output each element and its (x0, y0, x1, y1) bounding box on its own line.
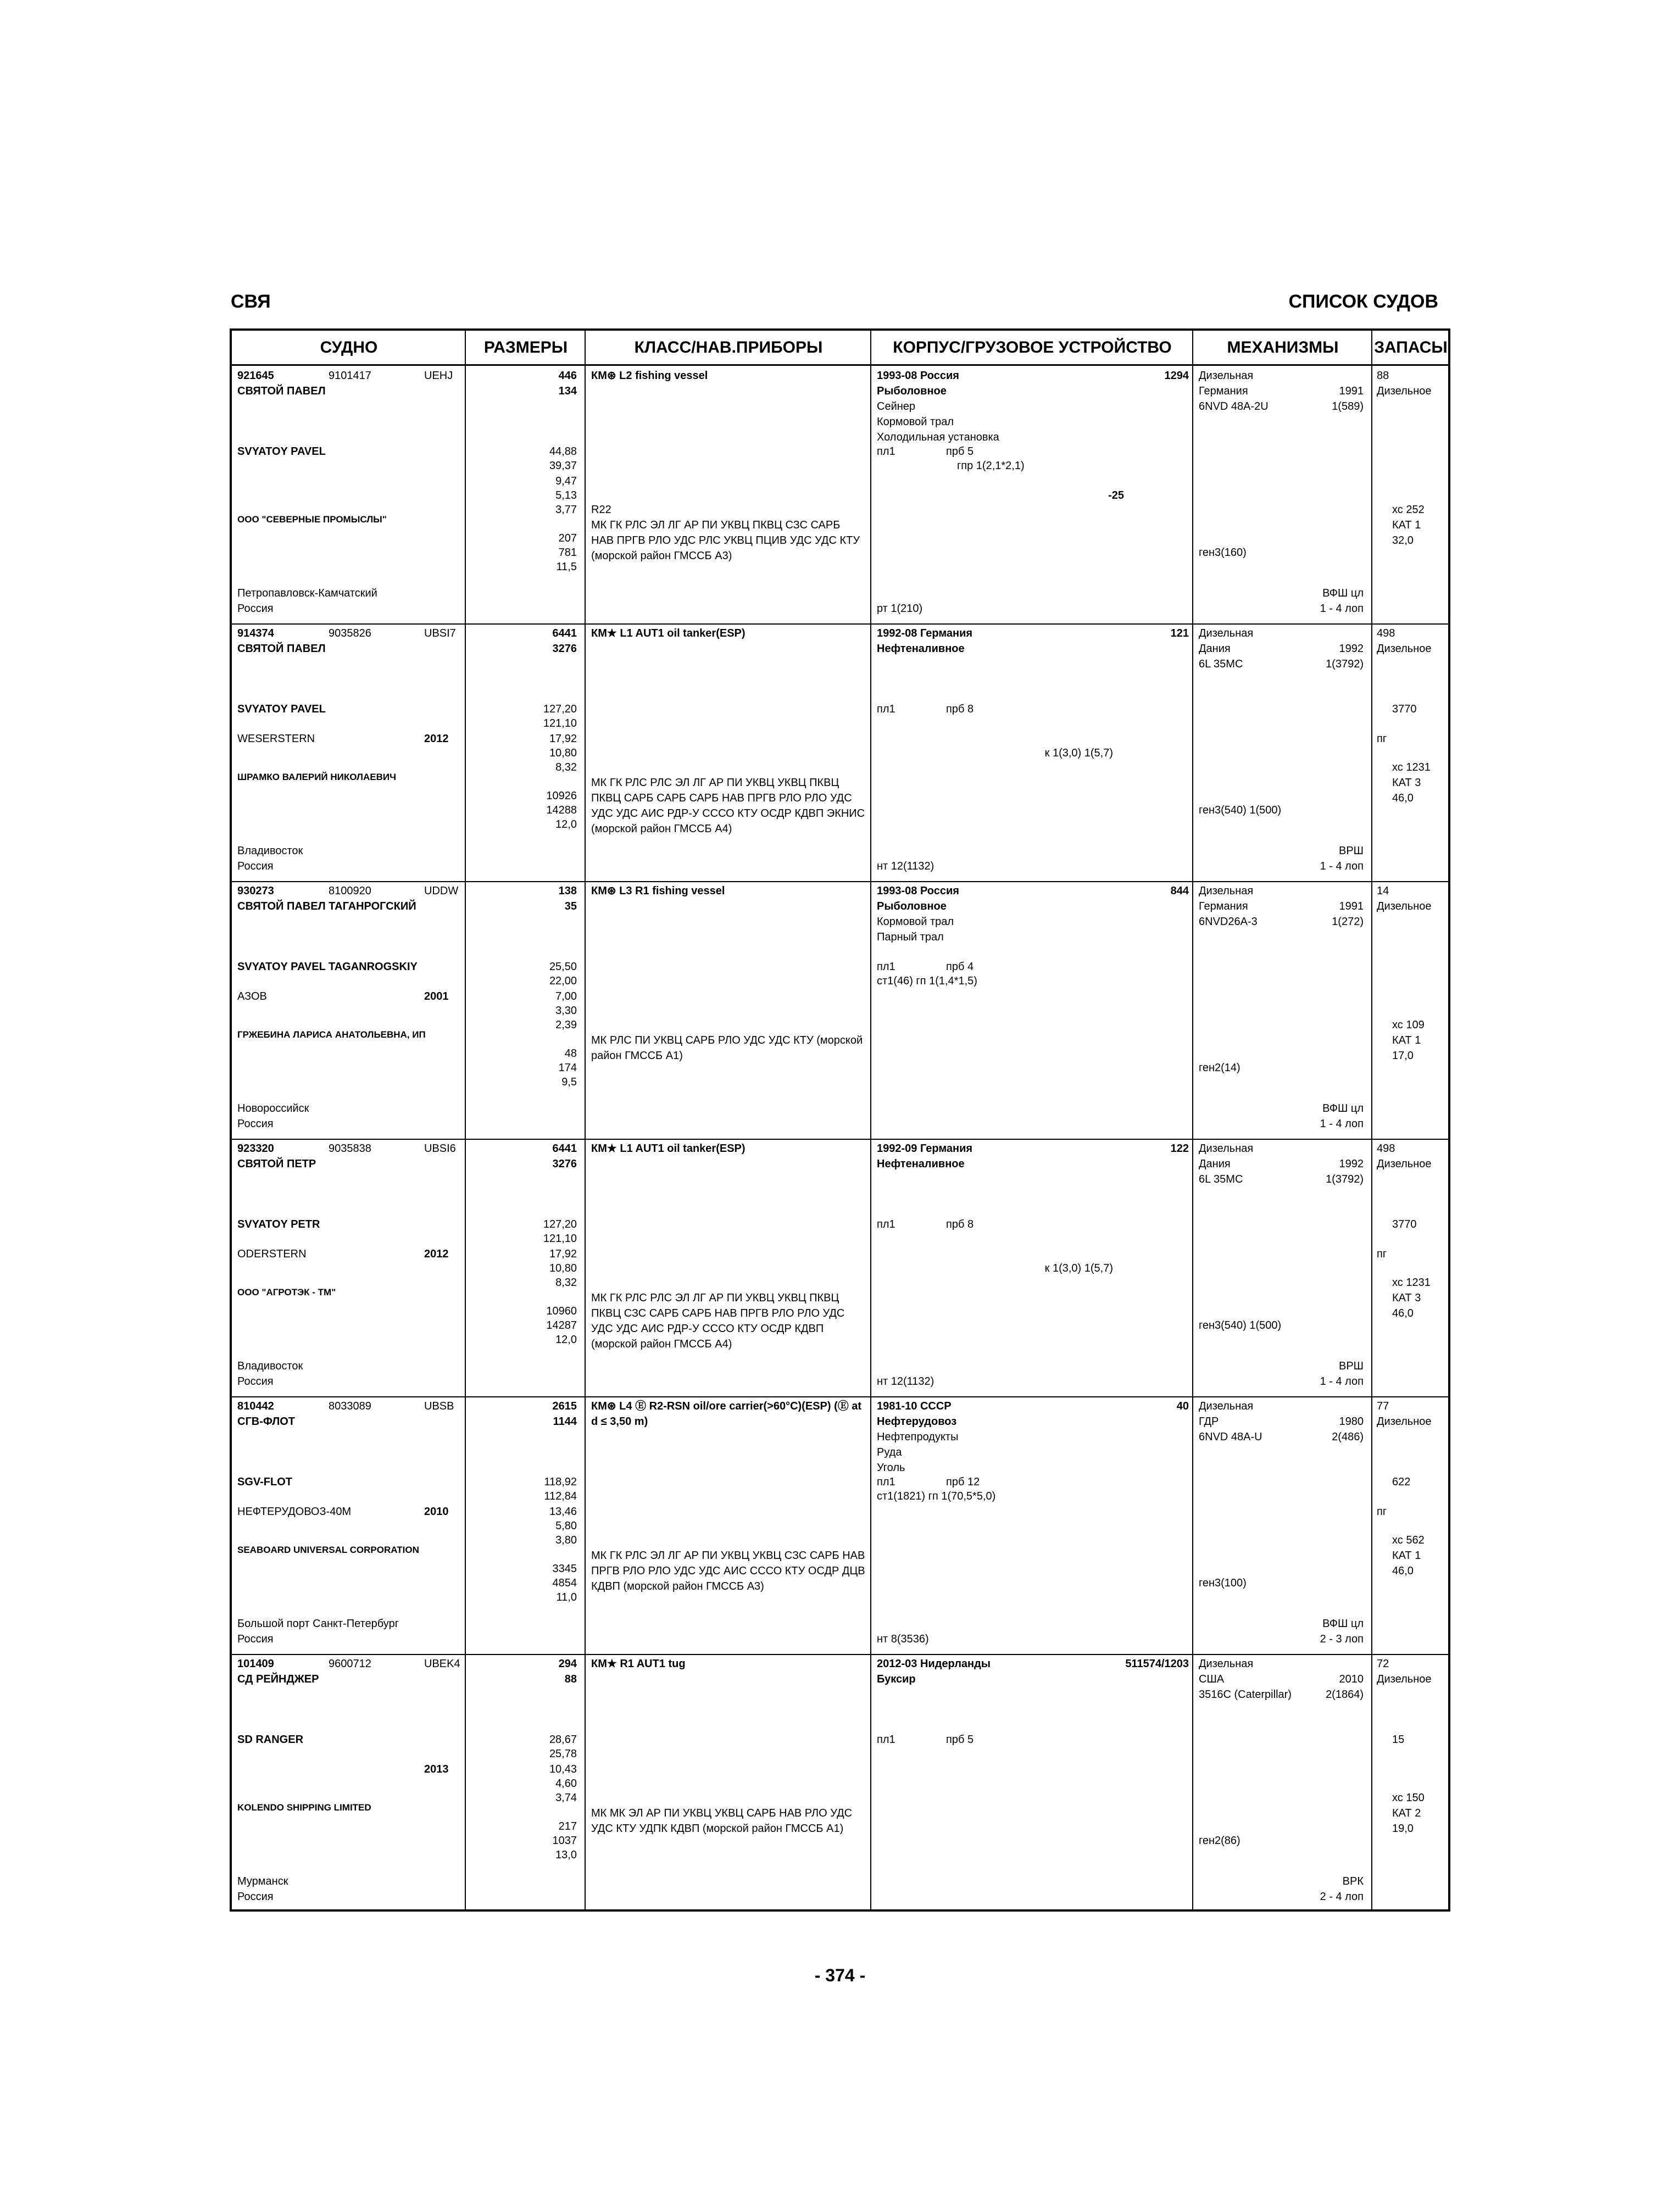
refrigeration: хс 150 (1392, 1792, 1425, 1804)
dimension-value: 7,00 (555, 990, 577, 1002)
hull-extra: к 1(3,0) 1(5,7) (1044, 1262, 1113, 1274)
engine-type: Дизельная (1199, 627, 1254, 639)
propeller-blades: 1 - 4 лоп (1320, 1118, 1364, 1130)
dimension-value: 17,92 (549, 1248, 577, 1260)
vessel-name-en: SVYATOY PAVEL TAGANROGSKIY (237, 961, 418, 973)
propeller-blades: 2 - 3 лоп (1320, 1633, 1364, 1645)
propeller: ВРШ (1338, 845, 1364, 857)
supply-top: 72 (1377, 1658, 1389, 1670)
col-header-supplies: ЗАПАСЫ (1372, 331, 1449, 366)
build-year-country: 2012-03 Нидерланды (877, 1658, 991, 1670)
reg-number: 923320 (237, 1143, 274, 1155)
build-year-country: 1993-08 Россия (877, 370, 959, 382)
home-port: Петропавловск-Камчатский (237, 587, 377, 599)
hull-number: 1294 (1164, 370, 1189, 382)
reg-number: 930273 (237, 885, 274, 897)
dimension-value: 5,80 (555, 1520, 577, 1532)
class-notation: КМ⊛ L2 fishing vessel (591, 370, 708, 382)
engine-power: 1(272) (1332, 916, 1364, 928)
dimension-value: 12,0 (555, 1334, 577, 1346)
engine-power: 2(486) (1332, 1431, 1364, 1443)
imo-number: 9101417 (329, 370, 371, 382)
engine-country: Дания (1199, 1158, 1231, 1170)
former-name: НЕФТЕРУДОВОЗ-40М (237, 1506, 352, 1518)
dimension-value: 8,32 (555, 1277, 577, 1289)
dimension-value: 17,92 (549, 733, 577, 745)
page-heading: СПИСОК СУДОВ (1288, 291, 1438, 312)
flag-country: Россия (237, 603, 274, 615)
reg-number: 921645 (237, 370, 274, 382)
hull-line: Нефтеналивное (877, 643, 965, 655)
imo-number: 8033089 (329, 1400, 371, 1412)
vessel-name-ru: СВЯТОЙ ПАВЕЛ (237, 643, 326, 655)
nav-equipment: МК ГК РЛС РЛС ЭЛ ЛГ АР ПИ УКВЦ УКВЦ ПКВЦ ПКВЦ САРБ САРБ САРБ НАВ ПРГВ РЛО РЛО УДС УДС УДС АИС РДР-У СССО КТУ ОСДР КДВП ЭКНИС (морской район ГМССБ А4) (591, 777, 865, 835)
owner: ООО "СЕВЕРНЫЕ ПРОМЫСЛЫ" (237, 514, 387, 525)
propeller: ВФШ цл (1322, 1618, 1364, 1630)
dimension-value: 121,10 (543, 1233, 577, 1245)
former-name: АЗОВ (237, 990, 267, 1002)
supply-value: 32,0 (1392, 534, 1414, 547)
engine-model: 6NVD26A-3 (1199, 916, 1258, 928)
deck-count: пл1 (877, 961, 895, 973)
hull-number: 511574/1203 (1125, 1658, 1189, 1670)
dimension-value: 14287 (546, 1319, 577, 1332)
generators: ген2(14) (1199, 1062, 1240, 1074)
dimension-value: 25,50 (549, 961, 577, 973)
refrigeration: хс 1231 (1392, 1277, 1431, 1289)
owner: KOLENDO SHIPPING LIMITED (237, 1802, 371, 1813)
engine-power: 1(3792) (1326, 1173, 1364, 1185)
engine-type: Дизельная (1199, 1400, 1254, 1412)
imo-number: 8100920 (329, 885, 371, 897)
engine-year: 1992 (1339, 643, 1364, 655)
engine-country: Германия (1199, 900, 1248, 912)
refrigeration: хс 1231 (1392, 761, 1431, 773)
build-year-country: 1992-08 Германия (877, 627, 973, 639)
former-name-year: 2001 (424, 990, 449, 1002)
call-sign: UEHJ (424, 370, 453, 382)
propeller-blades: 1 - 4 лоп (1320, 603, 1364, 615)
engine-model: 6NVD 48A-2U (1199, 400, 1269, 413)
dimension-value: 118,92 (544, 1476, 577, 1488)
dimension-value: 134 (558, 385, 577, 397)
dimension-value: 207 (558, 532, 577, 544)
class-notation: КМ⊛ L4 Ⓔ R2-RSN oil/ore carrier(>60°C)(ESP) (Ⓔ at d ≤ 3,50 m) (591, 1400, 862, 1428)
flag-country: Россия (237, 1891, 274, 1903)
hull-line: Буксир (877, 1673, 916, 1685)
propeller: ВРК (1342, 1875, 1364, 1887)
hull-line: Кормовой трал (877, 416, 954, 428)
hull-line: Уголь (877, 1462, 905, 1474)
nav-equipment: МК ГК РЛС РЛС ЭЛ ЛГ АР ПИ УКВЦ УКВЦ ПКВЦ ПКВЦ СЗС САРБ САРБ НАВ ПРГВ РЛО РЛО УДС УДС УДС АИС РДР-У СССО КТУ ОСДР КДВП (морской район ГМССБ А4) (591, 1292, 845, 1350)
dimension-value: 10,80 (549, 1262, 577, 1274)
hull-line: Рыболовное (877, 385, 947, 397)
flag-country: Россия (237, 860, 274, 872)
class-notation: КМ★ L1 AUT1 oil tanker(ESP) (591, 627, 746, 639)
dimension-value: 4,60 (555, 1778, 577, 1790)
class-notation: КМ★ R1 AUT1 tug (591, 1658, 686, 1670)
fuel-capacity: 622 (1392, 1476, 1411, 1488)
dimension-value: 3276 (552, 1158, 577, 1170)
propeller-blades: 1 - 4 лоп (1320, 1375, 1364, 1388)
dimension-value: 8,32 (555, 761, 577, 773)
dimension-value: 174 (558, 1062, 577, 1074)
dimension-value: 10960 (546, 1305, 577, 1317)
nav-equipment: МК ГК РЛС ЭЛ ЛГ АР ПИ УКВЦ УКВЦ СЗС САРБ НАВ ПРГВ РЛО РЛО УДС УДС АИС СССО КТУ ОСДР ДЦВ КДВП (морской район ГМССБ А3) (591, 1550, 865, 1592)
build-year-country: 1981-10 СССР (877, 1400, 952, 1412)
call-sign: UBSB (424, 1400, 454, 1412)
fuel-type: Дизельное (1377, 900, 1432, 912)
build-year-country: 1992-09 Германия (877, 1143, 973, 1155)
col-header-hull: КОРПУС/ГРУЗОВОЕ УСТРОЙСТВО (871, 331, 1193, 366)
engine-model: 3516C (Caterpillar) (1199, 1689, 1292, 1701)
dimension-value: 22,00 (549, 975, 577, 987)
engine-country: ГДР (1199, 1416, 1219, 1428)
category: КАТ 1 (1392, 1550, 1421, 1562)
refrigeration: хс 252 (1392, 504, 1425, 516)
home-port: Владивосток (237, 1360, 303, 1372)
flag-country: Россия (237, 1633, 274, 1645)
hull-line: Сейнер (877, 400, 916, 413)
class-reference: R22 (591, 504, 611, 516)
engine-year: 1992 (1339, 1158, 1364, 1170)
reg-number: 810442 (237, 1400, 274, 1412)
engine-year: 1980 (1339, 1416, 1364, 1428)
tanks: нт 8(3536) (877, 1633, 929, 1645)
dimension-value: 138 (558, 885, 577, 897)
hull-number: 40 (1176, 1400, 1189, 1412)
supply-value: 46,0 (1392, 1565, 1414, 1577)
class-notation: КМ⊛ L3 R1 fishing vessel (591, 885, 725, 897)
hull-number: 844 (1170, 885, 1189, 897)
supply-top: 77 (1377, 1400, 1389, 1412)
hull-line: Руда (877, 1446, 902, 1458)
propeller: ВРШ (1338, 1360, 1364, 1372)
flag-country: Россия (237, 1118, 274, 1130)
former-name: ODERSTERN (237, 1248, 307, 1260)
vessel-name-ru: СД РЕЙНДЖЕР (237, 1673, 319, 1685)
dimension-value: 12,0 (555, 818, 577, 831)
fuel-capacity: 15 (1392, 1734, 1405, 1746)
bulkheads: прб 12 (946, 1476, 980, 1488)
engine-type: Дизельная (1199, 885, 1254, 897)
record-divider (232, 623, 1448, 625)
dimension-value: 1037 (552, 1835, 577, 1847)
dimension-value: 127,20 (543, 1218, 577, 1230)
col-header-class: КЛАСС/НАВ.ПРИБОРЫ (586, 331, 871, 366)
call-sign: UBSI7 (424, 627, 456, 639)
vessel-name-en: SVYATOY PAVEL (237, 445, 326, 458)
call-sign: UBEK4 (424, 1658, 460, 1670)
tanks: нт 12(1132) (877, 1375, 934, 1388)
dimension-value: 44,88 (549, 445, 577, 458)
bulkheads: прб 8 (946, 703, 974, 715)
dimension-value: 781 (558, 547, 577, 559)
bulkheads: прб 5 (946, 445, 974, 458)
dimension-value: 217 (558, 1820, 577, 1832)
dimension-value: 3276 (552, 643, 577, 655)
supply-top: 14 (1377, 885, 1389, 897)
bulkheads: прб 8 (946, 1218, 974, 1230)
supply-value: 46,0 (1392, 792, 1414, 804)
former-name: WESERSTERN (237, 733, 315, 745)
record-divider (232, 1396, 1448, 1397)
category: КАТ 1 (1392, 1034, 1421, 1046)
deck-count: пл1 (877, 1218, 895, 1230)
record-divider (232, 881, 1448, 882)
engine-type: Дизельная (1199, 370, 1254, 382)
propeller-blades: 1 - 4 лоп (1320, 860, 1364, 872)
dimension-value: 35 (564, 900, 577, 912)
hull-number: 122 (1170, 1143, 1189, 1155)
dimension-value: 6441 (552, 627, 577, 639)
dimension-value: 121,10 (543, 717, 577, 729)
dimension-value: 25,78 (549, 1748, 577, 1760)
supply-value: 19,0 (1392, 1823, 1414, 1835)
engine-power: 1(3792) (1326, 658, 1364, 670)
dimension-value: 4854 (552, 1577, 577, 1589)
engine-type: Дизельная (1199, 1143, 1254, 1155)
dimension-value: 10,43 (549, 1763, 577, 1775)
category: КАТ 1 (1392, 519, 1421, 531)
hull-extra: -25 (1108, 489, 1124, 502)
engine-country: Дания (1199, 643, 1231, 655)
fuel-type: Дизельное (1377, 1158, 1432, 1170)
record-divider (232, 1139, 1448, 1140)
fuel-capacity: 3770 (1392, 703, 1417, 715)
dimension-value: 3,80 (555, 1534, 577, 1546)
dimension-value: 112,84 (544, 1490, 577, 1502)
refrigeration: хс 109 (1392, 1019, 1425, 1031)
engine-year: 1991 (1339, 385, 1364, 397)
hull-line: Холодильная установка (877, 431, 999, 443)
owner: SEABOARD UNIVERSAL CORPORATION (237, 1545, 419, 1555)
dimension-value: 2,39 (555, 1019, 577, 1031)
vessel-record (232, 1139, 1448, 1397)
engine-year: 1991 (1339, 900, 1364, 912)
bulkheads: прб 4 (946, 961, 974, 973)
generators: ген3(100) (1199, 1577, 1247, 1589)
engine-model: 6L 35MC (1199, 1173, 1243, 1185)
dimension-value: 10,80 (549, 747, 577, 759)
vessel-name-en: SGV-FLOT (237, 1476, 292, 1488)
vessel-name-en: SVYATOY PAVEL (237, 703, 326, 715)
former-name-year: 2013 (424, 1763, 449, 1775)
dimension-value: 11,0 (556, 1591, 577, 1603)
dimension-value: 9,5 (561, 1076, 577, 1088)
supply-pg: пг (1377, 733, 1387, 745)
home-port: Новороссийск (237, 1102, 309, 1115)
hull-extra: к 1(3,0) 1(5,7) (1044, 747, 1113, 759)
dimension-value: 2615 (552, 1400, 577, 1412)
engine-year: 2010 (1339, 1673, 1364, 1685)
category: КАТ 2 (1392, 1807, 1421, 1819)
call-sign: UDDW (424, 885, 459, 897)
owner: ШРАМКО ВАЛЕРИЙ НИКОЛАЕВИЧ (237, 772, 397, 782)
hull-line: Рыболовное (877, 900, 947, 912)
vessel-name-ru: СВЯТОЙ ПАВЕЛ ТАГАНРОГСКИЙ (237, 900, 416, 912)
call-sign: UBSI6 (424, 1143, 456, 1155)
fuel-type: Дизельное (1377, 643, 1432, 655)
hull-number: 121 (1170, 627, 1189, 639)
supply-value: 46,0 (1392, 1307, 1414, 1319)
col-header-vessel: СУДНО (232, 331, 466, 366)
build-year-country: 1993-08 Россия (877, 885, 959, 897)
page-number: - 374 - (814, 1965, 866, 1985)
former-name-year: 2012 (424, 1248, 449, 1260)
section-code: СВЯ (231, 291, 271, 312)
vessel-record (232, 366, 1448, 624)
engine-power: 2(1864) (1326, 1689, 1364, 1701)
reg-number: 914374 (237, 627, 274, 639)
deck-count: пл1 (877, 703, 895, 715)
imo-number: 9035838 (329, 1143, 371, 1155)
generators: ген3(160) (1199, 547, 1247, 559)
propeller: ВФШ цл (1322, 587, 1364, 599)
deck-count: пл1 (877, 1734, 895, 1746)
vessel-name-en: SD RANGER (237, 1734, 304, 1746)
dimension-value: 127,20 (543, 703, 577, 715)
generators: ген2(86) (1199, 1835, 1240, 1847)
dimension-value: 13,0 (555, 1849, 577, 1861)
generators: ген3(540) 1(500) (1199, 1319, 1282, 1332)
dimension-value: 5,13 (555, 489, 577, 502)
generators: ген3(540) 1(500) (1199, 804, 1282, 816)
engine-power: 1(589) (1332, 400, 1364, 413)
dimension-value: 446 (558, 370, 577, 382)
dimension-value: 6441 (552, 1143, 577, 1155)
tanks: нт 12(1132) (877, 860, 934, 872)
owner: ООО "АГРОТЭК - ТМ" (237, 1287, 336, 1297)
dimension-value: 39,37 (549, 460, 577, 472)
dimension-value: 3,74 (555, 1792, 577, 1804)
category: КАТ 3 (1392, 1292, 1421, 1304)
vessel-name-ru: СГВ-ФЛОТ (237, 1416, 295, 1428)
dimension-value: 13,46 (549, 1506, 577, 1518)
nav-equipment: МК ГК РЛС ЭЛ ЛГ АР ПИ УКВЦ ПКВЦ СЗС САРБ НАВ ПРГВ РЛО УДС РЛС УКВЦ ПЦИВ УДС УДС КТУ (морской район ГМССБ А3) (591, 519, 860, 562)
vessel-record (232, 1396, 1448, 1654)
fuel-type: Дизельное (1377, 385, 1432, 397)
supply-top: 498 (1377, 1143, 1395, 1155)
deck-count: пл1 (877, 1476, 895, 1488)
dimension-value: 88 (564, 1673, 577, 1685)
owner: ГРЖЕБИНА ЛАРИСА АНАТОЛЬЕВНА, ИП (237, 1029, 426, 1040)
former-name-year: 2012 (424, 733, 449, 745)
class-notation: КМ★ L1 AUT1 oil tanker(ESP) (591, 1143, 746, 1155)
supply-top: 88 (1377, 370, 1389, 382)
fuel-type: Дизельное (1377, 1673, 1432, 1685)
dimension-value: 14288 (546, 804, 577, 816)
fuel-capacity: 3770 (1392, 1218, 1417, 1230)
fuel-type: Дизельное (1377, 1416, 1432, 1428)
engine-country: США (1199, 1673, 1225, 1685)
home-port: Владивосток (237, 845, 303, 857)
nav-equipment: МК РЛС ПИ УКВЦ САРБ РЛО УДС УДС КТУ (морской район ГМССБ А1) (591, 1034, 863, 1062)
col-header-dimensions: РАЗМЕРЫ (466, 331, 586, 366)
hull-line: Парный трал (877, 931, 944, 943)
engine-type: Дизельная (1199, 1658, 1254, 1670)
dimension-value: 10926 (546, 790, 577, 802)
dimension-value: 294 (558, 1658, 577, 1670)
flag-country: Россия (237, 1375, 274, 1388)
propeller-blades: 2 - 4 лоп (1320, 1891, 1364, 1903)
dimension-value: 48 (564, 1048, 577, 1060)
imo-number: 9035826 (329, 627, 371, 639)
deck-count: пл1 (877, 445, 895, 458)
bulkheads: прб 5 (946, 1734, 974, 1746)
hull-line: Нефтерудовоз (877, 1416, 957, 1428)
former-name-year: 2010 (424, 1506, 449, 1518)
supply-top: 498 (1377, 627, 1395, 639)
supply-value: 17,0 (1392, 1050, 1414, 1062)
vessel-record (232, 881, 1448, 1139)
engine-model: 6L 35MC (1199, 658, 1243, 670)
hull-line: Нефтеналивное (877, 1158, 965, 1170)
dimension-value: 1144 (553, 1416, 577, 1428)
vessel-record (232, 623, 1448, 882)
vessel-name-en: SVYATOY PETR (237, 1218, 320, 1230)
tanks: рт 1(210) (877, 603, 923, 615)
ships-table (230, 328, 1450, 1912)
vessel-record (232, 1654, 1448, 1912)
supply-pg: пг (1377, 1248, 1387, 1260)
cargo-gear: гпр 1(2,1*2,1) (957, 460, 1025, 472)
dimension-value: 3,30 (555, 1005, 577, 1017)
col-header-machinery: МЕХАНИЗМЫ (1193, 331, 1372, 366)
home-port: Мурманск (237, 1875, 288, 1887)
vessel-name-ru: СВЯТОЙ ПЕТР (237, 1158, 316, 1170)
cargo-gear: ст1(1821) гп 1(70,5*5,0) (877, 1490, 996, 1502)
dimension-value: 3,77 (555, 504, 577, 516)
dimension-value: 11,5 (556, 561, 577, 573)
propeller: ВФШ цл (1322, 1102, 1364, 1115)
engine-country: Германия (1199, 385, 1248, 397)
supply-pg: пг (1377, 1506, 1387, 1518)
reg-number: 101409 (237, 1658, 274, 1670)
dimension-value: 28,67 (549, 1734, 577, 1746)
hull-line: Нефтепродукты (877, 1431, 959, 1443)
refrigeration: хс 562 (1392, 1534, 1425, 1546)
engine-model: 6NVD 48A-U (1199, 1431, 1262, 1443)
dimension-value: 3345 (552, 1563, 577, 1575)
home-port: Большой порт Санкт-Петербург (237, 1618, 399, 1630)
cargo-gear: ст1(46) гп 1(1,4*1,5) (877, 975, 977, 987)
hull-line: Кормовой трал (877, 916, 954, 928)
vessel-name-ru: СВЯТОЙ ПАВЕЛ (237, 385, 326, 397)
dimension-value: 9,47 (555, 475, 577, 487)
nav-equipment: МК МК ЭЛ АР ПИ УКВЦ УКВЦ САРБ НАВ РЛО УДС УДС КТУ УДПК КДВП (морской район ГМССБ А1) (591, 1807, 853, 1835)
category: КАТ 3 (1392, 777, 1421, 789)
imo-number: 9600712 (329, 1658, 371, 1670)
record-divider (232, 1654, 1448, 1655)
